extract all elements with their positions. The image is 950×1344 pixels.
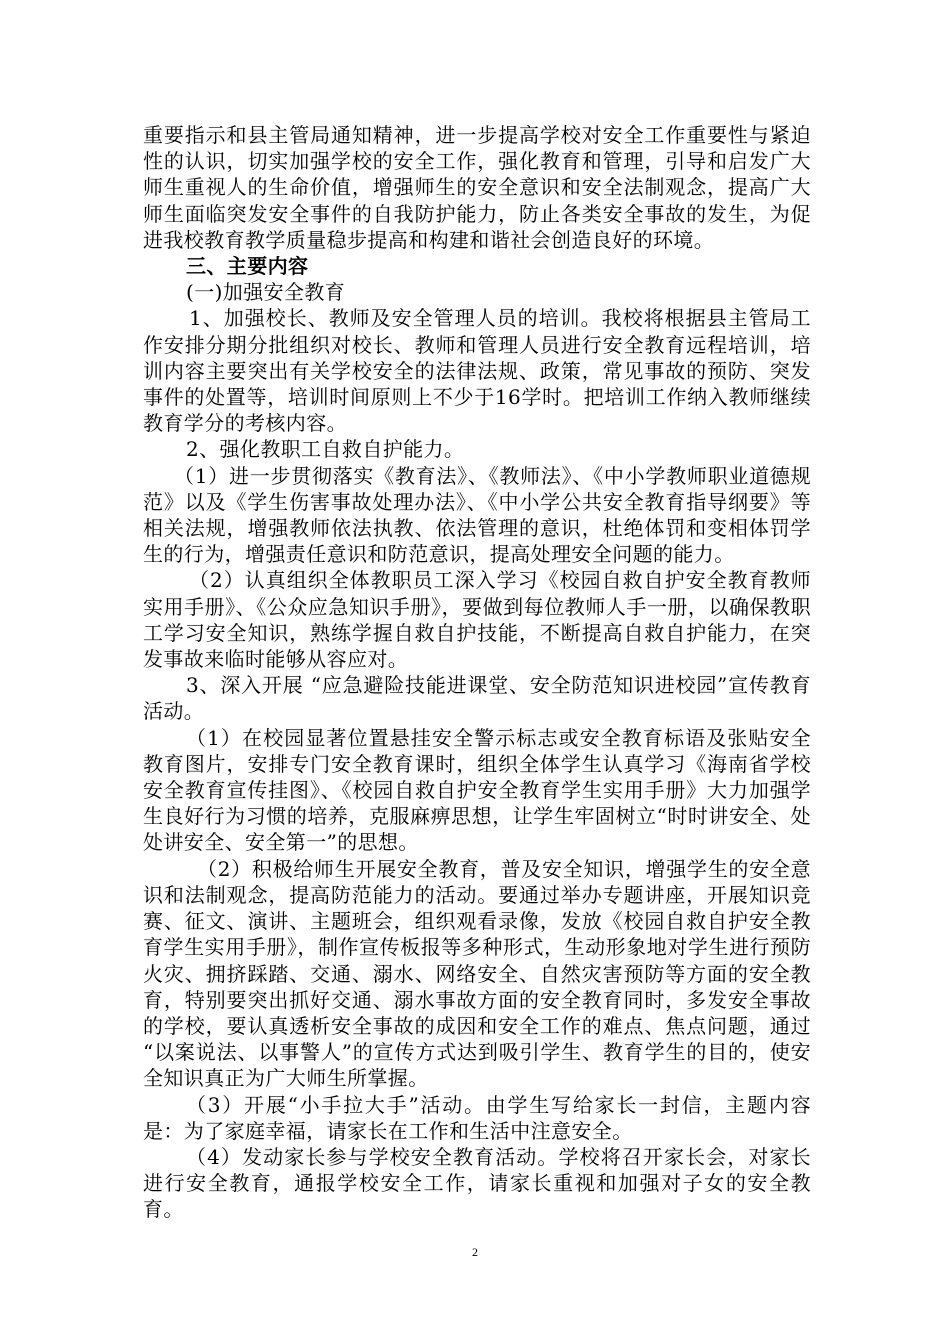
document-body	[143, 122, 811, 1223]
paragraph-item-3-campaign: 3、深入开展 “应急避险技能进课堂、安全防范知识进校园”宣传教育活动。	[143, 673, 811, 724]
paragraph-intro: 重要指示和县主管局通知精神，进一步提高学校对安全工作重要性与紧迫性的认识，切实加强学校的安全工作，强化教育和管理，引导和启发广大师生重视人的生命价值，增强师生的安全意识和安全法制观念，提高广大师生面临突发安全事件的自我防护能力，防止各类安全事故的发生，为促进我校教育教学质量稳步提高和构建和谐社会创造良好的环境。	[143, 123, 811, 252]
paragraph-item-3-1-signage: （1）在校园显著位置悬挂安全警示标志或安全教育标语及张贴安全教育图片，安排专门安全教育课时，组织全体学生认真学习《海南省学校安全教育宣传挂图》、《校园自救自护安全教育学生实用手册》大力加强学生良好行为习惯的培养，克服麻痹思想，让学生牢固树立“时时讲安全、处处讲安全、安全第一”的思想。	[143, 725, 811, 855]
subsection-heading-safety-education: (一)加强安全教育	[186, 280, 346, 305]
paragraph-item-1-training: 1、加强校长、教师及安全管理人员的培训。我校将根据县主管局工作安排分期分批组织对校长、教师和管理人员进行安全教育远程培训，培训内容主要突出有关学校安全的法律法规、政策，常见事故的预防、突发事件的处置等，培训时间原则上不少于16学时。把培训工作纳入教师继续教育学分的考核内容。	[143, 306, 811, 436]
paragraph-item-2-2-handbook: （2）认真组织全体教职员工深入学习《校园自救自护安全教育教师实用手册》、《公众应急知识手册》，要做到每位教师人手一册，以确保教职工学习安全知识，熟练学握自救自护技能，不断提高自救自护能力，在突发事故来临时能够从容应对。	[143, 568, 811, 672]
paragraph-item-3-3-letter: （3）开展“小手拉大手”活动。由学生写给家长一封信，主题内容是：为了家庭幸福，请家长在工作和生活中注意安全。	[143, 1092, 811, 1143]
paragraph-item-2-self-rescue: 2、强化教职工自救自护能力。	[186, 437, 465, 462]
section-heading-main-content: 三、主要内容	[186, 254, 309, 279]
paragraph-item-2-1-laws: （1）进一步贯彻落实《教育法》、《教师法》、《中小学教师职业道德规范》以及《学生伤害事故处理办法》、《中小学公共安全教育指导纲要》等相关法规，增强教师依法执教、依法管理的意识，杜绝体罚和变相体罚学生的行为，增强责任意识和防范意识，提高处理安全问题的能力。	[143, 463, 811, 567]
paragraph-item-3-2-activities: （2）积极给师生开展安全教育，普及安全知识，增强学生的安全意识和法制观念，提高防范能力的活动。要通过举办专题讲座，开展知识竞赛、征文、演讲、主题班会，组织观看录像，发放《校园自救自护安全教育学生实用手册》，制作宣传板报等多种形式，生动形象地对学生进行预防火灾、拥挤踩踏、交通、溺水、网络安全、自然灾害预防等方面的安全教育，特别要突出抓好交通、溺水事故方面的安全教育同时，多发安全事故的学校，要认真透析安全事故的成因和安全工作的难点、焦点问题，通过 “以案说法、以事警人”的宣传方式达到吸引学生、教育学生的目的，使安全知识真正为广大师生所掌握。	[143, 856, 811, 1091]
paragraph-item-3-4-parents: （4）发动家长参与学校安全教育活动。学校将召开家长会，对家长进行安全教育，通报学校安全工作，请家长重视和加强对子女的安全教育。	[143, 1144, 811, 1222]
page-number: 2	[472, 1245, 478, 1259]
